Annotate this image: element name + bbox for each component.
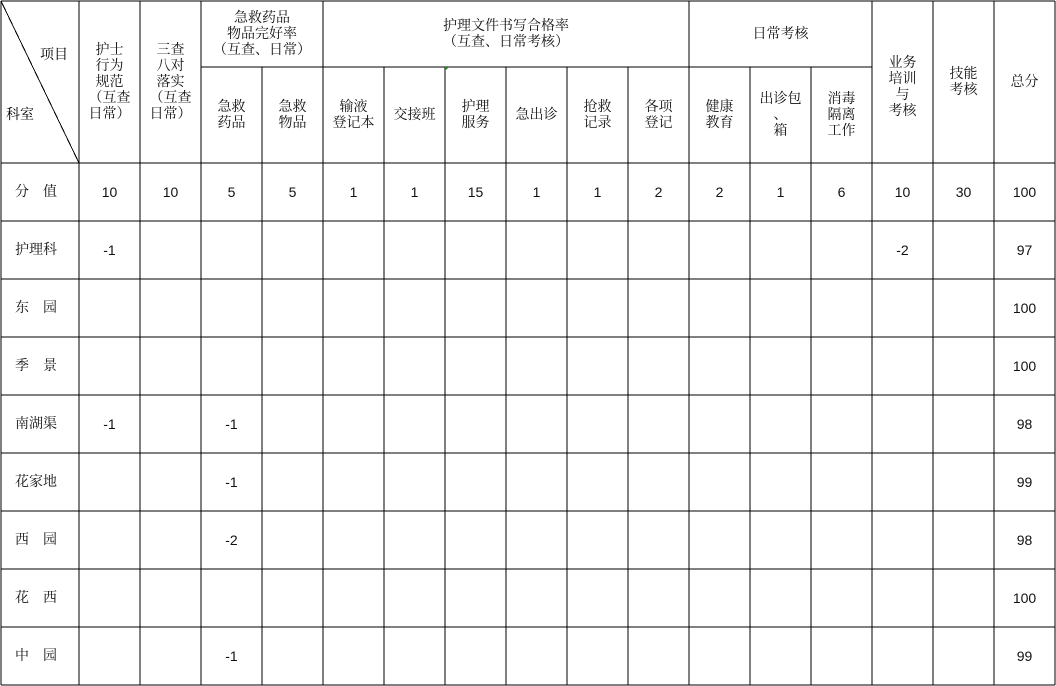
row-label: 南湖渠	[15, 416, 57, 432]
row-label: 花 西	[15, 590, 57, 606]
row-label: 东 园	[15, 300, 57, 316]
table-cell	[201, 221, 262, 279]
table-cell	[933, 395, 994, 453]
table-cell: -2	[896, 242, 909, 258]
table-cell	[933, 337, 994, 395]
table-cell	[628, 569, 689, 627]
table-cell	[750, 453, 811, 511]
table-cell	[933, 627, 994, 685]
table-cell	[262, 627, 323, 685]
table-cell: 98	[1016, 532, 1033, 548]
table-cell	[628, 453, 689, 511]
header-item-register: 各项 登记	[644, 99, 673, 131]
table-cell	[384, 221, 445, 279]
table-cell	[628, 279, 689, 337]
table-cell	[628, 511, 689, 569]
row-label: 分 值	[15, 184, 57, 200]
table-cell: -1	[103, 416, 116, 432]
table-cell: 1	[532, 184, 541, 200]
table-cell: 1	[349, 184, 358, 200]
header-conduct: 护士 行为 规范 （互查 日常）	[88, 42, 131, 122]
table-cell: 1	[593, 184, 602, 200]
table-cell	[445, 221, 506, 279]
table-cell	[933, 569, 994, 627]
table-cell	[811, 627, 872, 685]
table-cell	[689, 569, 750, 627]
row-label: 花家地	[15, 474, 57, 490]
row-label: 季 景	[15, 358, 57, 374]
table-cell	[506, 279, 567, 337]
table-cell	[506, 627, 567, 685]
table-cell	[445, 395, 506, 453]
table-cell	[689, 627, 750, 685]
table-cell: 98	[1016, 416, 1033, 432]
table-cell	[384, 453, 445, 511]
table-cell	[79, 627, 140, 685]
table-cell	[79, 569, 140, 627]
row-label: 西 园	[15, 532, 57, 548]
header-emergency-visit: 急出诊	[515, 107, 558, 123]
table-cell	[811, 279, 872, 337]
table-cell	[506, 337, 567, 395]
table-cell	[323, 337, 384, 395]
table-cell	[811, 511, 872, 569]
row-label: 护理科	[15, 242, 57, 258]
table-cell	[445, 337, 506, 395]
header-emergency-items: 急救 物品	[278, 99, 307, 131]
table-cell: 15	[467, 184, 484, 200]
table-cell	[445, 569, 506, 627]
corner-project-label: 项目	[40, 47, 68, 63]
table-cell	[933, 453, 994, 511]
table-cell	[567, 511, 628, 569]
table-cell	[262, 279, 323, 337]
table-cell	[567, 221, 628, 279]
table-cell	[140, 279, 201, 337]
table-cell	[140, 627, 201, 685]
header-health-edu: 健康 教育	[705, 99, 734, 131]
table-cell: 10	[101, 184, 118, 200]
table-cell	[689, 279, 750, 337]
table-cell	[628, 221, 689, 279]
table-cell	[567, 453, 628, 511]
table-cell	[384, 511, 445, 569]
table-cell: 99	[1016, 474, 1033, 490]
table-cell	[750, 627, 811, 685]
table-cell	[384, 395, 445, 453]
table-cell	[506, 511, 567, 569]
table-cell	[567, 337, 628, 395]
table-cell	[323, 453, 384, 511]
corner-diagonal	[1, 1, 79, 163]
corner-dept-label: 科室	[6, 107, 34, 123]
table-cell: 99	[1016, 648, 1033, 664]
table-cell	[445, 511, 506, 569]
table-cell	[750, 511, 811, 569]
header-handover: 交接班	[393, 107, 436, 123]
table-cell	[872, 279, 933, 337]
table-cell	[750, 569, 811, 627]
header-training: 业务 培训 与 考核	[888, 55, 917, 119]
header-skills: 技能 考核	[949, 66, 978, 98]
table-cell	[933, 221, 994, 279]
table-cell	[872, 453, 933, 511]
table-cell	[384, 627, 445, 685]
table-cell	[262, 511, 323, 569]
table-cell: 10	[162, 184, 179, 200]
table-cell	[262, 453, 323, 511]
table-cell: 10	[894, 184, 911, 200]
table-cell	[262, 569, 323, 627]
table-cell: 5	[227, 184, 236, 200]
table-cell	[262, 221, 323, 279]
table-cell	[689, 395, 750, 453]
table-cell	[872, 337, 933, 395]
table-cell: 1	[410, 184, 419, 200]
table-cell	[323, 511, 384, 569]
table-cell: 100	[1012, 300, 1037, 316]
table-cell	[872, 569, 933, 627]
table-cell	[506, 221, 567, 279]
header-visit-kit: 出诊包 、 箱	[759, 91, 802, 139]
table-cell	[811, 453, 872, 511]
table-cell	[201, 337, 262, 395]
table-cell: 30	[955, 184, 972, 200]
header-rescue-record: 抢救 记录	[583, 99, 612, 131]
table-cell	[79, 511, 140, 569]
table-cell	[201, 569, 262, 627]
table-cell	[811, 221, 872, 279]
table-cell	[140, 453, 201, 511]
header-emergency-drugs: 急救 药品	[217, 99, 246, 131]
table-cell: -1	[103, 242, 116, 258]
table-cell	[567, 627, 628, 685]
table-cell	[689, 511, 750, 569]
row-label: 中 园	[15, 648, 57, 664]
table-cell	[750, 395, 811, 453]
table-cell	[140, 337, 201, 395]
table-cell	[506, 569, 567, 627]
table-cell	[140, 511, 201, 569]
table-cell	[628, 627, 689, 685]
table-cell	[79, 337, 140, 395]
table-cell	[811, 337, 872, 395]
table-cell	[628, 395, 689, 453]
table-cell	[323, 627, 384, 685]
table-cell	[140, 395, 201, 453]
table-cell: 97	[1016, 242, 1033, 258]
table-cell: 5	[288, 184, 297, 200]
table-cell	[384, 569, 445, 627]
table-cell	[445, 279, 506, 337]
table-cell	[506, 453, 567, 511]
table-cell	[262, 337, 323, 395]
table-cell	[323, 221, 384, 279]
table-cell	[750, 279, 811, 337]
table-cell	[79, 279, 140, 337]
header-sancha: 三查 八对 落实 （互查 日常）	[149, 42, 192, 122]
header-infusion: 输液 登记本	[332, 99, 375, 131]
header-docs-group: 护理文件书写合格率 （互查、日常考核）	[443, 18, 569, 50]
table-cell	[689, 221, 750, 279]
header-disinfection: 消毒 隔离 工作	[827, 91, 856, 139]
table-cell	[567, 395, 628, 453]
table-cell: 1	[776, 184, 785, 200]
table-cell	[201, 279, 262, 337]
table-cell	[384, 279, 445, 337]
table-cell	[323, 395, 384, 453]
header-emergency-group: 急救药品 物品完好率 （互查、日常）	[213, 10, 311, 58]
table-cell	[750, 337, 811, 395]
table-cell	[384, 337, 445, 395]
table-cell	[140, 221, 201, 279]
table-cell	[872, 395, 933, 453]
table-cell	[933, 279, 994, 337]
table-cell: 6	[837, 184, 846, 200]
table-cell	[872, 511, 933, 569]
table-cell	[689, 453, 750, 511]
table-cell	[506, 395, 567, 453]
table-cell	[689, 337, 750, 395]
table-cell	[79, 453, 140, 511]
table-cell: -2	[225, 532, 238, 548]
table-cell: 100	[1012, 358, 1037, 374]
table-cell	[811, 395, 872, 453]
table-cell	[567, 279, 628, 337]
table-cell: 100	[1012, 184, 1037, 200]
table-cell	[750, 221, 811, 279]
header-daily-group: 日常考核	[752, 26, 809, 42]
table-cell	[628, 337, 689, 395]
table-cell	[811, 569, 872, 627]
table-cell	[445, 453, 506, 511]
table-cell	[262, 395, 323, 453]
table-cell	[933, 511, 994, 569]
header-total: 总分	[1010, 74, 1039, 90]
table-cell	[872, 627, 933, 685]
table-cell: 2	[654, 184, 663, 200]
table-cell	[567, 569, 628, 627]
table-cell: 100	[1012, 590, 1037, 606]
table-cell	[445, 627, 506, 685]
table-cell	[323, 279, 384, 337]
table-cell: -1	[225, 648, 238, 664]
table-cell	[140, 569, 201, 627]
table-cell: -1	[225, 416, 238, 432]
table-cell	[323, 569, 384, 627]
header-nursing-service: 护理 服务	[461, 99, 490, 131]
table-cell: 2	[715, 184, 724, 200]
table-cell: -1	[225, 474, 238, 490]
